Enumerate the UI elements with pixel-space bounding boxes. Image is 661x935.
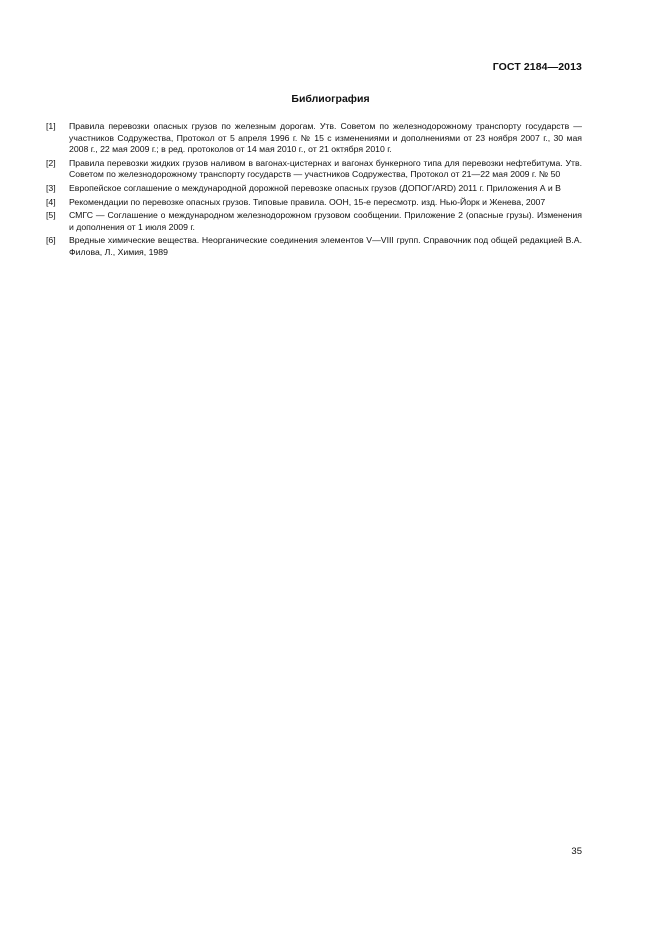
bibliography-item-text: Вредные химические вещества. Неорганические соединения элементов V—VIII групп. Справочник под общей редакцией В.А. Филова, Л., Химия, 1989 [69, 235, 582, 257]
page-number: 35 [571, 846, 582, 857]
bibliography-item [46, 121, 582, 156]
document-code: ГОСТ 2184—2013 [492, 61, 582, 73]
bibliography-item-number: [1] [46, 121, 56, 131]
bibliography-item [46, 210, 582, 233]
bibliography-item-text: Правила перевозки опасных грузов по железным дорогам. Утв. Советом по железнодорожному транспорту государств — участников Содружества, Протокол от 5 апреля 1996 г. № 15 с изменениями и дополнениями от 23 ноября 2007 г., 30 мая 2008 г., 22 мая 2009 г.; в ред. протоколов от 14 мая 2010 г., от 21 октября 2010 г. [69, 121, 582, 155]
bibliography-title: Библиография [291, 93, 370, 105]
bibliography-item [46, 183, 582, 195]
bibliography-item-text: Правила перевозки жидких грузов наливом в вагонах-цистернах и вагонах бункерного типа для перевозки нефтебитума. Утв. Советом по железнодорожному транспорту государств — участников Содружества, Протокол от 21—22 мая 2009 г. № 50 [69, 157, 582, 180]
bibliography-item [46, 197, 582, 209]
bibliography-list [46, 121, 582, 261]
bibliography-item-number: [6] [46, 235, 56, 246]
bibliography-item [46, 158, 582, 181]
bibliography-item-text: Европейское соглашение о международной дорожной перевозке опасных грузов (ДОПОГ/ARD) 2011 г. Приложения А и В [69, 182, 561, 193]
bibliography-item [46, 235, 582, 258]
bibliography-item-text: СМГС — Соглашение о международном железнодорожном грузовом сообщении. Приложение 2 (опасные грузы). Изменения и дополнения от 1 июля 2009 г. [69, 210, 582, 232]
bibliography-item-text: Рекомендации по перевозке опасных грузов. Типовые правила. ООН, 15-е пересмотр. изд. Нью-Йорк и Женева, 2007 [69, 196, 546, 207]
bibliography-item-number: [3] [46, 182, 56, 193]
bibliography-item-number: [4] [46, 196, 56, 207]
bibliography-item-number: [5] [46, 210, 56, 221]
bibliography-item-number: [2] [46, 157, 56, 168]
